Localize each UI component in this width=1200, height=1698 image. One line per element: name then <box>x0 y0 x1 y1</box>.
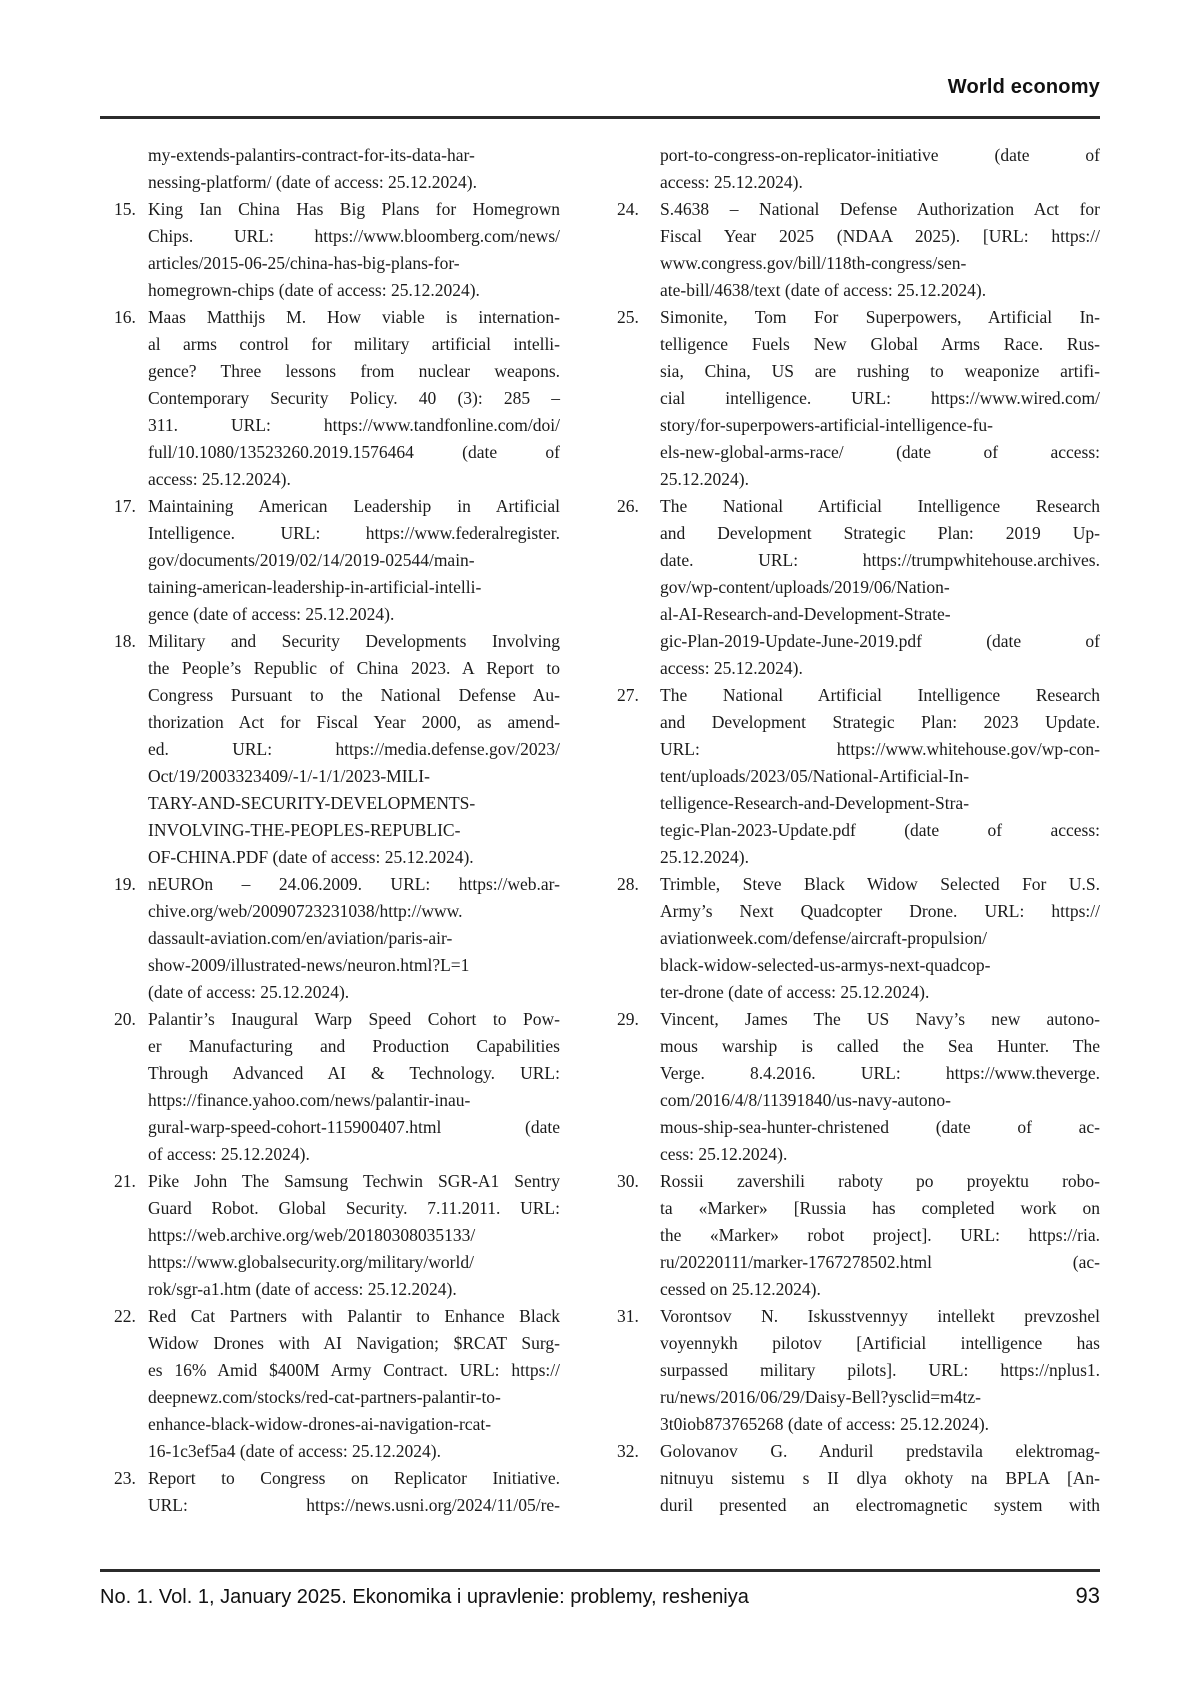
reference-line: Military and Security Developments Involving <box>148 631 560 651</box>
reference-line: 25.12.2024). <box>660 469 749 489</box>
reference-line: INVOLVING-THE-PEOPLES-REPUBLIC- <box>148 820 461 840</box>
reference-item <box>604 1438 1100 1519</box>
reference-line: (date of access: 25.12.2024). <box>148 982 350 1002</box>
reference-line: access: 25.12.2024). <box>660 172 803 192</box>
reference-number: 20. <box>114 1009 136 1029</box>
reference-line: ru/news/2016/06/29/Daisy-Bell?ysclid=m4tz- <box>660 1387 981 1407</box>
reference-line: tent/uploads/2023/05/National-Artificial-In- <box>660 766 970 786</box>
reference-item <box>100 1465 560 1519</box>
reference-line: URL: https://news.usni.org/2024/11/05/re- <box>148 1495 560 1515</box>
reference-line: and Development Strategic Plan: 2019 Up- <box>660 523 1100 543</box>
reference-number: 23. <box>114 1468 136 1488</box>
reference-line: es 16% Amid $400M Army Contract. URL: https:// <box>148 1360 560 1380</box>
reference-line: Vincent, James The US Navy’s new autono- <box>660 1009 1100 1029</box>
reference-number: 19. <box>114 874 136 894</box>
reference-item <box>604 1006 1100 1168</box>
reference-line: Trimble, Steve Black Widow Selected For U.S. <box>660 874 1100 894</box>
reference-line: The National Artificial Intelligence Research <box>660 496 1100 516</box>
reference-line: Maas Matthijs M. How viable is internation- <box>148 307 560 327</box>
reference-number: 30. <box>617 1171 639 1191</box>
reference-line: https://web.archive.org/web/20180308035133/ <box>148 1225 476 1245</box>
reference-line: telligence Fuels New Global Arms Race. Rus- <box>660 334 1100 354</box>
reference-line: Report to Congress on Replicator Initiative. <box>148 1468 560 1488</box>
reference-line: homegrown-chips (date of access: 25.12.2024). <box>148 280 480 300</box>
reference-line: 25.12.2024). <box>660 847 749 867</box>
reference-number: 21. <box>114 1171 136 1191</box>
reference-line: chive.org/web/20090723231038/http://www. <box>148 901 463 921</box>
reference-item <box>604 1168 1100 1303</box>
reference-number: 18. <box>114 631 136 651</box>
reference-item <box>604 682 1100 871</box>
reference-line: nessing-platform/ (date of access: 25.12.2024). <box>148 172 478 192</box>
reference-line: https://www.globalsecurity.org/military/world/ <box>148 1252 474 1272</box>
reference-line: Maintaining American Leadership in Artificial <box>148 496 560 516</box>
reference-line: Golovanov G. Anduril predstavila elektromag- <box>660 1441 1100 1461</box>
reference-item <box>604 304 1100 493</box>
reference-line: OF-CHINA.PDF (date of access: 25.12.2024). <box>148 847 474 867</box>
reference-line: Through Advanced AI & Technology. URL: <box>148 1063 560 1083</box>
reference-number: 26. <box>617 496 639 516</box>
reference-line: date. URL: https://trumpwhitehouse.archives. <box>660 550 1100 570</box>
reference-line: Widow Drones with AI Navigation; $RCAT Surg- <box>148 1333 560 1353</box>
reference-line: gic-Plan-2019-Update-June-2019.pdf (date of <box>660 631 1100 651</box>
footer-journal-line: No. 1. Vol. 1, January 2025. Ekonomika i upravlenie: problemy, resheniya <box>100 1586 749 1608</box>
reference-line: al-AI-Research-and-Development-Strate- <box>660 604 951 624</box>
reference-line: er Manufacturing and Production Capabilities <box>148 1036 560 1056</box>
references-column-left <box>100 142 560 1519</box>
reference-line: 3t0iob873765268 (date of access: 25.12.2024). <box>660 1414 990 1434</box>
reference-item <box>100 628 560 871</box>
reference-line: Fiscal Year 2025 (NDAA 2025). [URL: https:// <box>660 226 1100 246</box>
reference-number: 24. <box>617 199 639 219</box>
reference-line: sia, China, US are rushing to weaponize artifi- <box>660 361 1100 381</box>
references-column-right <box>604 142 1100 1519</box>
reference-line: show-2009/illustrated-news/neuron.html?L=1 <box>148 955 470 975</box>
reference-line: Army’s Next Quadcopter Drone. URL: https:// <box>660 901 1100 921</box>
reference-item <box>100 1006 560 1168</box>
footer-rule <box>100 1569 1100 1572</box>
reference-line: cess: 25.12.2024). <box>660 1144 788 1164</box>
reference-line: cessed on 25.12.2024). <box>660 1279 821 1299</box>
reference-line: nitnuyu sistemu s II dlya okhoty na BPLA [An- <box>660 1468 1100 1488</box>
reference-number: 27. <box>617 685 639 705</box>
reference-line: Chips. URL: https://www.bloomberg.com/news/ <box>148 226 560 246</box>
reference-line: thorization Act for Fiscal Year 2000, as amend- <box>148 712 560 732</box>
reference-line: els-new-global-arms-race/ (date of access: <box>660 442 1100 462</box>
reference-item <box>100 196 560 304</box>
reference-line: URL: https://www.whitehouse.gov/wp-con- <box>660 739 1100 759</box>
reference-line: voyennykh pilotov [Artificial intelligence has <box>660 1333 1100 1353</box>
reference-number: 31. <box>617 1306 639 1326</box>
reference-line: aviationweek.com/defense/aircraft-propulsion/ <box>660 928 988 948</box>
reference-line: Congress Pursuant to the National Defense Au- <box>148 685 560 705</box>
reference-line: cial intelligence. URL: https://www.wired.com/ <box>660 388 1100 408</box>
reference-line: 311. URL: https://www.tandfonline.com/doi/ <box>148 415 560 435</box>
reference-line: https://finance.yahoo.com/news/palantir-inau- <box>148 1090 471 1110</box>
reference-line: dassault-aviation.com/en/aviation/paris-air- <box>148 928 453 948</box>
reference-line: access: 25.12.2024). <box>660 658 803 678</box>
reference-line: gov/wp-content/uploads/2019/06/Nation- <box>660 577 950 597</box>
section-title: World economy <box>947 76 1100 98</box>
reference-line: rok/sgr-a1.htm (date of access: 25.12.2024). <box>148 1279 457 1299</box>
reference-line: black-widow-selected-us-armys-next-quadcop- <box>660 955 991 975</box>
footer-page-number: 93 <box>1075 1583 1100 1608</box>
reference-line: port-to-congress-on-replicator-initiative (date of <box>660 145 1100 165</box>
reference-number: 17. <box>114 496 136 516</box>
reference-line: gence (date of access: 25.12.2024). <box>148 604 395 624</box>
reference-item <box>100 142 560 196</box>
reference-line: ate-bill/4638/text (date of access: 25.12.2024). <box>660 280 987 300</box>
reference-line: deepnewz.com/stocks/red-cat-partners-palantir-to- <box>148 1387 501 1407</box>
reference-line: nEUROn – 24.06.2009. URL: https://web.ar- <box>148 874 560 894</box>
reference-line: S.4638 – National Defense Authorization Act for <box>660 199 1100 219</box>
reference-line: Verge. 8.4.2016. URL: https://www.theverge. <box>660 1063 1100 1083</box>
reference-line: ru/20220111/marker-1767278502.html (ac- <box>660 1252 1100 1272</box>
reference-line: TARY-AND-SECURITY-DEVELOPMENTS- <box>148 793 476 813</box>
reference-line: Contemporary Security Policy. 40 (3): 285 – <box>148 388 560 408</box>
reference-line: Palantir’s Inaugural Warp Speed Cohort to Pow- <box>148 1009 560 1029</box>
reference-line: ed. URL: https://media.defense.gov/2023/ <box>148 739 560 759</box>
reference-line: Red Cat Partners with Palantir to Enhance Black <box>148 1306 560 1326</box>
reference-line: Simonite, Tom For Superpowers, Artificial In- <box>660 307 1100 327</box>
reference-number: 22. <box>114 1306 136 1326</box>
reference-line: ter-drone (date of access: 25.12.2024). <box>660 982 930 1002</box>
reference-line: the People’s Republic of China 2023. A Report to <box>148 658 560 678</box>
reference-line: Pike John The Samsung Techwin SGR-A1 Sentry <box>148 1171 560 1191</box>
reference-line: The National Artificial Intelligence Research <box>660 685 1100 705</box>
reference-item <box>604 871 1100 1006</box>
reference-line: my-extends-palantirs-contract-for-its-data-har- <box>148 145 475 165</box>
reference-number: 32. <box>617 1441 639 1461</box>
reference-item <box>100 304 560 493</box>
reference-line: Oct/19/2003323409/-1/-1/1/2023-MILI- <box>148 766 430 786</box>
reference-line: enhance-black-widow-drones-ai-navigation-rcat- <box>148 1414 492 1434</box>
reference-line: Intelligence. URL: https://www.federalregister. <box>148 523 560 543</box>
reference-line: mous warship is called the Sea Hunter. The <box>660 1036 1100 1056</box>
reference-line: access: 25.12.2024). <box>148 469 291 489</box>
reference-line: story/for-superpowers-artificial-intelligence-fu- <box>660 415 993 435</box>
reference-line: and Development Strategic Plan: 2023 Update. <box>660 712 1100 732</box>
reference-item <box>100 1168 560 1303</box>
reference-item <box>100 1303 560 1465</box>
reference-line: gov/documents/2019/02/14/2019-02544/main- <box>148 550 475 570</box>
reference-line: surpassed military pilots]. URL: https://nplus1. <box>660 1360 1100 1380</box>
reference-line: taining-american-leadership-in-artificial-intelli- <box>148 577 482 597</box>
reference-line: gural-warp-speed-cohort-115900407.html (date <box>148 1117 560 1137</box>
reference-line: the «Marker» robot project]. URL: https://ria. <box>660 1225 1100 1245</box>
reference-line: al arms control for military artificial intelli- <box>148 334 560 354</box>
reference-line: Rossii zavershili raboty po proyektu robo- <box>660 1171 1100 1191</box>
reference-line: com/2016/4/8/11391840/us-navy-autono- <box>660 1090 951 1110</box>
reference-number: 16. <box>114 307 136 327</box>
reference-line: articles/2015-06-25/china-has-big-plans-for- <box>148 253 460 273</box>
reference-line: duril presented an electromagnetic system with <box>660 1495 1100 1515</box>
reference-line: of access: 25.12.2024). <box>148 1144 310 1164</box>
reference-item <box>604 493 1100 682</box>
reference-line: King Ian China Has Big Plans for Homegrown <box>148 199 560 219</box>
reference-line: www.congress.gov/bill/118th-congress/sen- <box>660 253 967 273</box>
reference-line: telligence-Research-and-Development-Stra- <box>660 793 970 813</box>
reference-line: tegic-Plan-2023-Update.pdf (date of access: <box>660 820 1100 840</box>
reference-number: 29. <box>617 1009 639 1029</box>
reference-number: 15. <box>114 199 136 219</box>
reference-line: 16-1c3ef5a4 (date of access: 25.12.2024). <box>148 1441 442 1461</box>
header-rule <box>100 116 1100 119</box>
reference-number: 25. <box>617 307 639 327</box>
reference-item <box>604 1303 1100 1438</box>
reference-item <box>100 493 560 628</box>
reference-line: Guard Robot. Global Security. 7.11.2011. URL: <box>148 1198 560 1218</box>
reference-item <box>100 871 560 1006</box>
reference-line: ta «Marker» [Russia has completed work on <box>660 1198 1100 1218</box>
reference-line: gence? Three lessons from nuclear weapons. <box>148 361 560 381</box>
reference-item <box>604 196 1100 304</box>
reference-number: 28. <box>617 874 639 894</box>
reference-line: full/10.1080/13523260.2019.1576464 (date of <box>148 442 560 462</box>
reference-item <box>604 142 1100 196</box>
reference-line: Vorontsov N. Iskusstvennyy intellekt prevzoshel <box>660 1306 1100 1326</box>
reference-line: mous-ship-sea-hunter-christened (date of ac- <box>660 1117 1100 1137</box>
